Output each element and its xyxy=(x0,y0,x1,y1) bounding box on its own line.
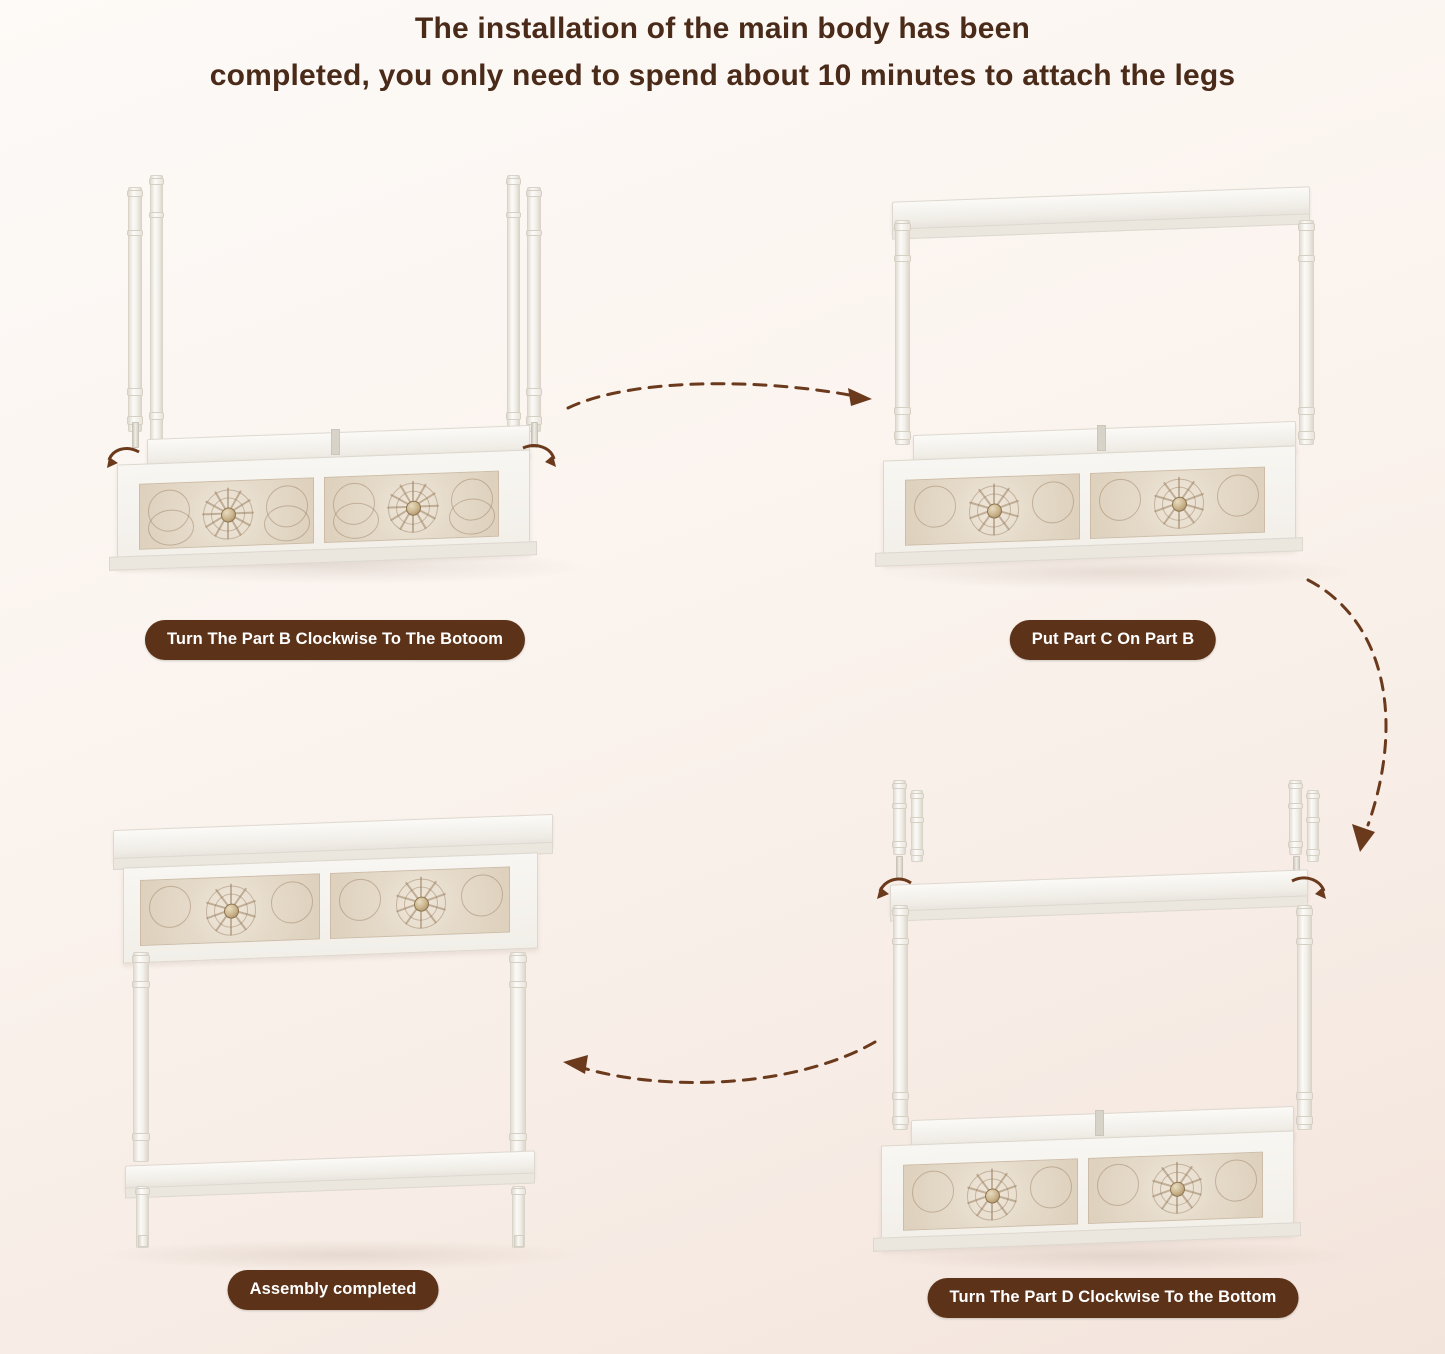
drawer-knob xyxy=(1170,1181,1185,1197)
page-title-line-2: completed, you only need to spend about 10 minutes to attach the legs xyxy=(209,58,1236,92)
step-4-illustration xyxy=(95,800,595,1270)
arrow-step1-to-step2 xyxy=(560,370,880,440)
leg-post-b-left xyxy=(128,187,142,432)
table-leg-front-right xyxy=(510,952,526,1162)
leg-part-d-right-b xyxy=(1307,790,1319,862)
step-1-illustration xyxy=(95,170,595,600)
page-title-line-1: The installation of the main body has been xyxy=(414,12,1031,45)
screw-pin-left xyxy=(132,422,139,448)
page-title xyxy=(0,0,1445,99)
shelf-center-divider xyxy=(1097,425,1106,451)
drawer-knob xyxy=(987,503,1002,519)
shelf-center-divider xyxy=(1095,1110,1104,1136)
table-foot-left xyxy=(136,1186,149,1248)
step-4-caption: Assembly completed xyxy=(228,1270,439,1310)
leg-post-upright-left xyxy=(895,220,910,445)
drawer-right xyxy=(330,866,510,939)
leg-part-d-left-a xyxy=(893,780,906,855)
shelf-center-divider xyxy=(331,429,340,455)
drawer-knob xyxy=(985,1188,1000,1204)
drawer-left xyxy=(903,1158,1078,1230)
drawer-right xyxy=(1090,467,1265,539)
leg-post-upright-right xyxy=(1297,905,1312,1130)
drawer-left xyxy=(139,477,314,549)
leg-part-d-right-a xyxy=(1289,780,1302,855)
drawer-case xyxy=(123,852,538,963)
drawer-right xyxy=(1088,1152,1263,1224)
leg-post-upright-left xyxy=(893,905,908,1130)
leg-post-b-right xyxy=(527,187,541,432)
leg-post-b-right-2 xyxy=(507,175,520,460)
drawer-knob xyxy=(406,500,421,516)
arrow-step3-to-step4 xyxy=(555,1020,885,1100)
leg-post-upright-right xyxy=(1299,220,1314,445)
step-2-caption: Put Part C On Part B xyxy=(1010,620,1216,660)
rotate-arrow-left-icon xyxy=(105,446,143,476)
step-1-caption: Turn The Part B Clockwise To The Botoom xyxy=(145,620,525,660)
step-2-illustration xyxy=(865,180,1365,600)
rotate-arrow-right-icon xyxy=(1287,873,1329,907)
drawer-right xyxy=(324,471,499,543)
leg-post-b-left-2 xyxy=(150,175,163,460)
rotate-arrow-right-icon xyxy=(519,442,559,474)
drawer-knob xyxy=(1172,496,1187,512)
drawer-knob xyxy=(221,507,236,523)
leg-part-d-left-b xyxy=(911,790,923,862)
rotate-arrow-left-icon xyxy=(875,875,915,907)
drawer-left xyxy=(905,473,1080,545)
table-foot-right xyxy=(512,1186,525,1248)
table-leg-front-left xyxy=(133,952,149,1162)
step-3-caption: Turn The Part D Clockwise To the Bottom xyxy=(928,1278,1299,1318)
step-3-illustration xyxy=(865,770,1365,1270)
drawer-left xyxy=(140,873,320,946)
